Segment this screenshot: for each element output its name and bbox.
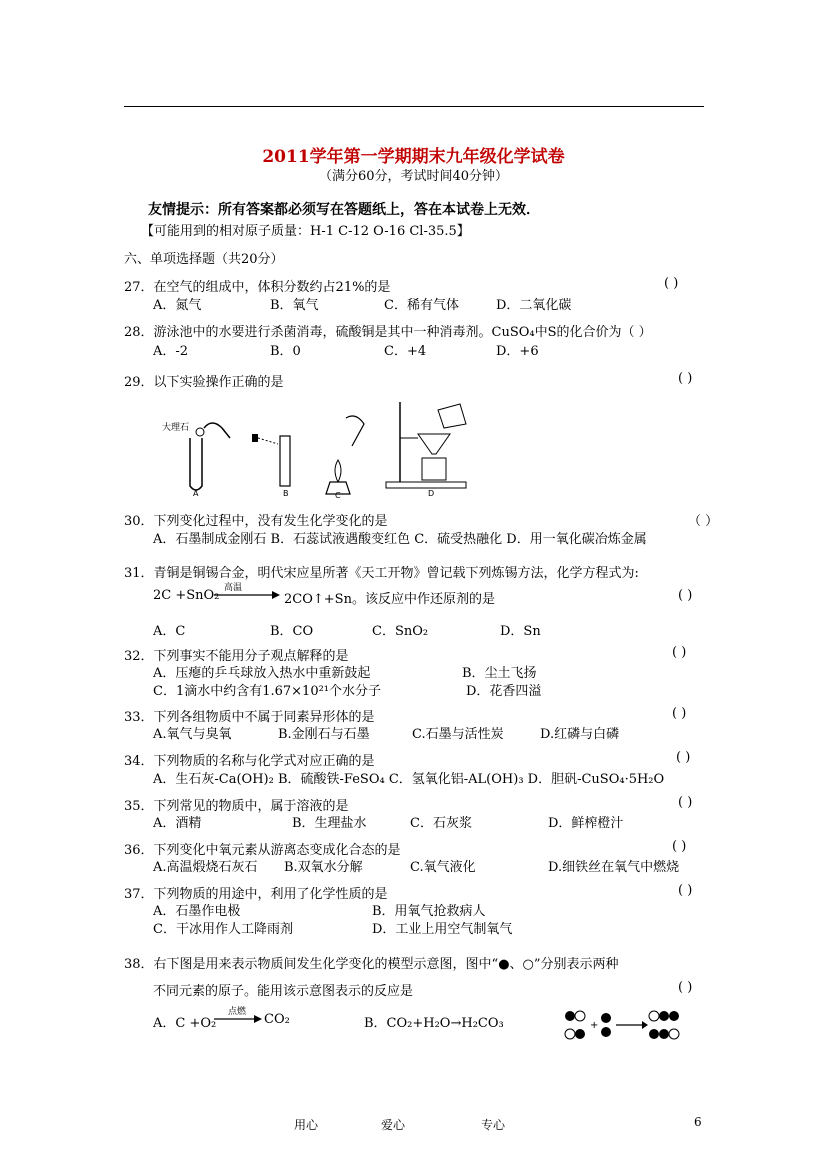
q36-option-b: B.双氧水分解 bbox=[284, 860, 363, 875]
q31-option-c: C．SnO₂ bbox=[372, 624, 429, 639]
q33-option-c: C.石墨与活性炭 bbox=[412, 727, 504, 742]
q38-option-b: B．CO₂+H₂O→H₂CO₃ bbox=[364, 1016, 504, 1031]
reaction-arrow bbox=[214, 590, 280, 600]
q38-arrow bbox=[214, 1014, 262, 1024]
svg-text:+: + bbox=[590, 1020, 599, 1031]
marble-label: 大理石 bbox=[162, 423, 190, 433]
q36-option-a: A.高温煅烧石灰石 bbox=[153, 860, 258, 875]
friendly-tip: 友情提示：所有答案都必须写在答题纸上，答在本试卷上无效． bbox=[148, 202, 540, 218]
q32-option-b: B．尘土飞扬 bbox=[462, 666, 537, 681]
figure-label-c: C bbox=[335, 491, 341, 500]
section-heading: 六、单项选择题（共20分） bbox=[124, 252, 284, 267]
q31-equation-left: 2C +SnO₂ bbox=[153, 588, 220, 603]
q38-option-a-right: CO₂ bbox=[264, 1012, 290, 1027]
atomic-mass-note: 【可能用到的相对原子质量：H-1 C-12 O-16 Cl-35.5】 bbox=[141, 224, 470, 239]
q35-option-c: C．石灰浆 bbox=[410, 816, 472, 831]
answer-paren-27: ( ) bbox=[664, 276, 679, 291]
figure-label-b: B bbox=[283, 489, 289, 498]
answer-paren-32: ( ) bbox=[672, 645, 687, 660]
molecule-model-diagram bbox=[562, 1008, 686, 1044]
question-32: 32．下列事实不能用分子观点解释的是 bbox=[124, 649, 349, 664]
figure-label-a: A bbox=[193, 489, 199, 498]
q35-option-d: D．鲜榨橙汁 bbox=[548, 816, 624, 831]
question-34: 34．下列物质的名称与化学式对应正确的是 bbox=[124, 754, 375, 769]
answer-paren-34: ( ) bbox=[676, 750, 691, 765]
q37-option-b: B．用氧气抢救病人 bbox=[372, 904, 486, 919]
q33-option-b: B.金刚石与石墨 bbox=[278, 727, 370, 742]
header-rule bbox=[124, 106, 704, 107]
q32-option-c: C．1滴水中约含有1.67×10²¹个水分子 bbox=[153, 684, 382, 699]
q32-option-d: D．花香四溢 bbox=[466, 684, 542, 699]
footer-motto-2: 爱心 bbox=[381, 1118, 406, 1132]
lab-apparatus-figure bbox=[160, 398, 480, 500]
q33-option-a: A.氧气与臭氧 bbox=[153, 727, 232, 742]
figure-label-d: D bbox=[428, 489, 435, 498]
question-33: 33．下列各组物质中不属于同素异形体的是 bbox=[124, 710, 375, 725]
answer-paren-35: ( ) bbox=[678, 795, 693, 810]
answer-paren-31: ( ) bbox=[678, 588, 693, 603]
q38-option-a-left: A．C +O₂ bbox=[153, 1016, 217, 1031]
exam-title: 2011学年第一学期期末九年级化学试卷 bbox=[262, 147, 565, 167]
q38-condition: 点燃 bbox=[228, 1007, 247, 1017]
q28-option-d: D．+6 bbox=[496, 344, 539, 359]
q31-equation-right: 2CO↑+Sn。该反应中作还原剂的是 bbox=[284, 592, 495, 607]
q27-option-c: C．稀有气体 bbox=[384, 298, 459, 313]
question-35: 35．下列常见的物质中，属于溶液的是 bbox=[124, 799, 349, 814]
q27-option-b: B．氧气 bbox=[270, 298, 319, 313]
question-38: 38．右下图是用来表示物质间发生化学变化的模型示意图，图中“●、○”分别表示两种 bbox=[124, 957, 619, 972]
q37-option-a: A．石墨作电极 bbox=[153, 904, 241, 919]
q31-condition: 高温 bbox=[224, 583, 243, 593]
answer-paren-37: ( ) bbox=[678, 883, 693, 898]
q31-option-b: B．CO bbox=[270, 624, 314, 639]
q28-option-b: B．0 bbox=[270, 344, 301, 359]
q34-options: A．生石灰-Ca(OH)₂ B．硫酸铁-FeSO₄ C．氢氧化铝-AL(OH)₃ D．胆矾-CuSO₄·5H₂O bbox=[153, 772, 665, 787]
answer-paren-36: ( ) bbox=[672, 839, 687, 854]
q31-option-a: A．C bbox=[153, 624, 186, 639]
answer-paren-29: ( ) bbox=[678, 371, 693, 386]
answer-paren-33: ( ) bbox=[672, 706, 687, 721]
question-28: 28．游泳池中的水要进行杀菌消毒，硫酸铜是其中一种消毒剂。CuSO₄中S的化合价为（ ） bbox=[124, 325, 652, 340]
question-29: 29．以下实验操作正确的是 bbox=[124, 375, 284, 390]
answer-paren-30: （ ） bbox=[688, 514, 719, 529]
q30-options: A．石墨制成金刚石 B．石蕊试液遇酸变红色 C．硫受热融化 D．用一氧化碳冶炼金属 bbox=[153, 532, 647, 547]
q27-option-d: D．二氧化碳 bbox=[496, 298, 572, 313]
q28-option-a: A．-2 bbox=[153, 344, 189, 359]
question-30: 30．下列变化过程中，没有发生化学变化的是 bbox=[124, 514, 388, 529]
q36-option-d: D.细铁丝在氧气中燃烧 bbox=[548, 860, 680, 875]
question-31: 31．青铜是铜锡合金，明代宋应星所著《天工开物》曾记载下列炼锡方法，化学方程式为: bbox=[124, 566, 639, 581]
exam-subtitle: （满分60分，考试时间40分钟） bbox=[318, 169, 509, 184]
footer-motto-1: 用心 bbox=[294, 1118, 319, 1132]
q37-option-c: C．干冰用作人工降雨剂 bbox=[153, 922, 293, 937]
q36-option-c: C.氧气液化 bbox=[410, 860, 476, 875]
q31-option-d: D．Sn bbox=[500, 624, 541, 639]
q35-option-b: B．生理盐水 bbox=[292, 816, 367, 831]
question-36: 36．下列变化中氧元素从游离态变成化合态的是 bbox=[124, 843, 401, 858]
page-number: 6 bbox=[694, 1115, 702, 1129]
q32-option-a: A．压瘪的乒乓球放入热水中重新鼓起 bbox=[153, 666, 371, 681]
question-37: 37．下列物质的用途中，利用了化学性质的是 bbox=[124, 887, 388, 902]
q37-option-d: D．工业上用空气制氧气 bbox=[372, 922, 513, 937]
q28-option-c: C．+4 bbox=[384, 344, 427, 359]
answer-paren-38: ( ) bbox=[678, 980, 693, 995]
question-27: 27．在空气的组成中，体积分数约占21%的是 bbox=[124, 280, 391, 295]
q35-option-a: A．酒精 bbox=[153, 816, 202, 831]
q33-option-d: D.红磷与白磷 bbox=[540, 727, 620, 742]
question-38-line2: 不同元素的原子。能用该示意图表示的反应是 bbox=[153, 984, 414, 999]
footer-motto-3: 专心 bbox=[481, 1118, 506, 1132]
q27-option-a: A．氮气 bbox=[153, 298, 202, 313]
